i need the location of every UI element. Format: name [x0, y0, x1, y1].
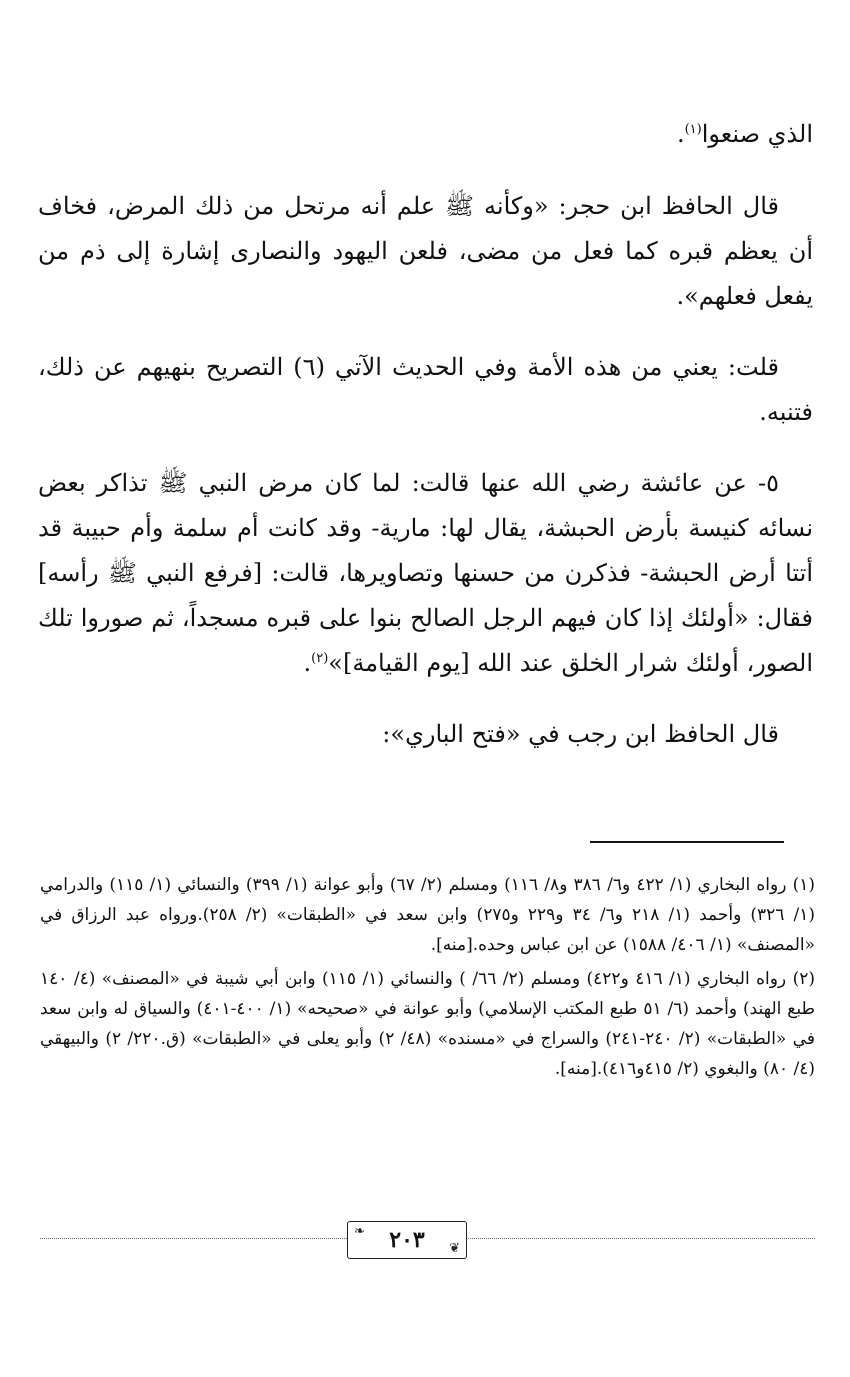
footnote-separator — [590, 841, 784, 843]
footnote-2 — [40, 964, 815, 1084]
author-comment: قلت: يعني من هذه الأمة وفي الحديث الآتي (٦) التصريح بنهيهم عن ذلك، فتنبه. — [38, 353, 813, 426]
ornament-icon: ❦ — [449, 1241, 460, 1256]
page-number: ٢٠٣ — [389, 1227, 425, 1253]
footnote-2-text: رواه البخاري (١/ ٤١٦ و٤٢٢) ومسلم (٢/ ٦٦/ ) والنسائي (١/ ١١٥) وابن أبي شيبة في «المصنف» (٤/ ١٤٠ طبع الهند) وأحمد (٦/ ٥١ طبع المكتب الإسلامي) وأبو عوانة في «صحيحه» (١/ ٤٠٠-٤٠١) والسياق له وابن سعد في «الطبقات» (٢/ ٢٤٠-٢٤١) والسراج في «مسنده» (٤٨/ ٢) وأبو يعلى في «الطبقات» (ق.٢٢٠/ ٢) والبيهقي (٤/ ٨٠) والبغوي (٢/ ٤١٥و٤١٦).[منه]. — [40, 969, 815, 1079]
ibn-hajar-quote: قال الحافظ ابن حجر: «وكأنه ﷺ علم أنه مرتحل من ذلك المرض، فخاف أن يعظم قبره كما فعل من مضى، فلعن اليهود والنصارى إشارة إلى ذم من يفعل فعلهم». — [38, 192, 813, 310]
page-number-frame — [347, 1221, 467, 1259]
continuation-end: . — [676, 120, 685, 148]
paragraph-ibn-hajar — [38, 184, 813, 319]
ibn-rajab-intro: قال الحافظ ابن رجب في «فتح الباري»: — [382, 720, 779, 748]
continuation-text: الذي صنعوا — [701, 120, 813, 148]
footnote-1-text: رواه البخاري (١/ ٤٢٢ و٦/ ٣٨٦ و٨/ ١١٦) ومسلم (٢/ ٦٧) وأبو عوانة (١/ ٣٩٩) والنسائي (١/ ١١٥) والدرامي (١/ ٣٢٦) وأحمد (١/ ٢١٨ و٦/ ٣٤ و٢٢٩ و٢٧٥) وابن سعد في «الطبقات» (٢/ ٢٥٨).ورواه عبد الرزاق في «المصنف» (١/ ٤٠٦/ ١٥٨٨) عن ابن عباس وحده.[منه]. — [40, 875, 815, 955]
footnote-ref-1: (١) — [684, 122, 702, 137]
footnote-2-number: (٢) — [792, 969, 815, 989]
hadith-end: . — [303, 649, 312, 677]
ornament-icon: ❧ — [354, 1224, 365, 1239]
paragraph-continuation — [38, 112, 813, 157]
paragraph-ibn-rajab — [38, 712, 813, 757]
footnotes — [40, 870, 815, 1088]
hadith-text: ٥- عن عائشة رضي الله عنها قالت: لما كان مرض النبي ﷺ تذاكر بعض نسائه كنيسة بأرض الحبشة، يقال لها: مارية- وقد كانت أم سلمة وأم حبيبة قد أتتا أرض الحبشة- فذكرن من حسنها وتصاويرها، قالت: [فرفع النبي ﷺ رأسه] فقال: «أولئك إذا كان فيهم الرجل الصالح بنوا على قبره مسجداً، ثم صوروا تلك الصور، أولئك شرار الخلق عند الله [يوم القيامة]» — [38, 469, 813, 677]
paragraph-qultu — [38, 345, 813, 435]
footnote-ref-2: (٢) — [311, 651, 329, 666]
footnote-1 — [40, 870, 815, 960]
footnote-1-number: (١) — [792, 875, 815, 895]
paragraph-hadith-5 — [38, 461, 813, 686]
